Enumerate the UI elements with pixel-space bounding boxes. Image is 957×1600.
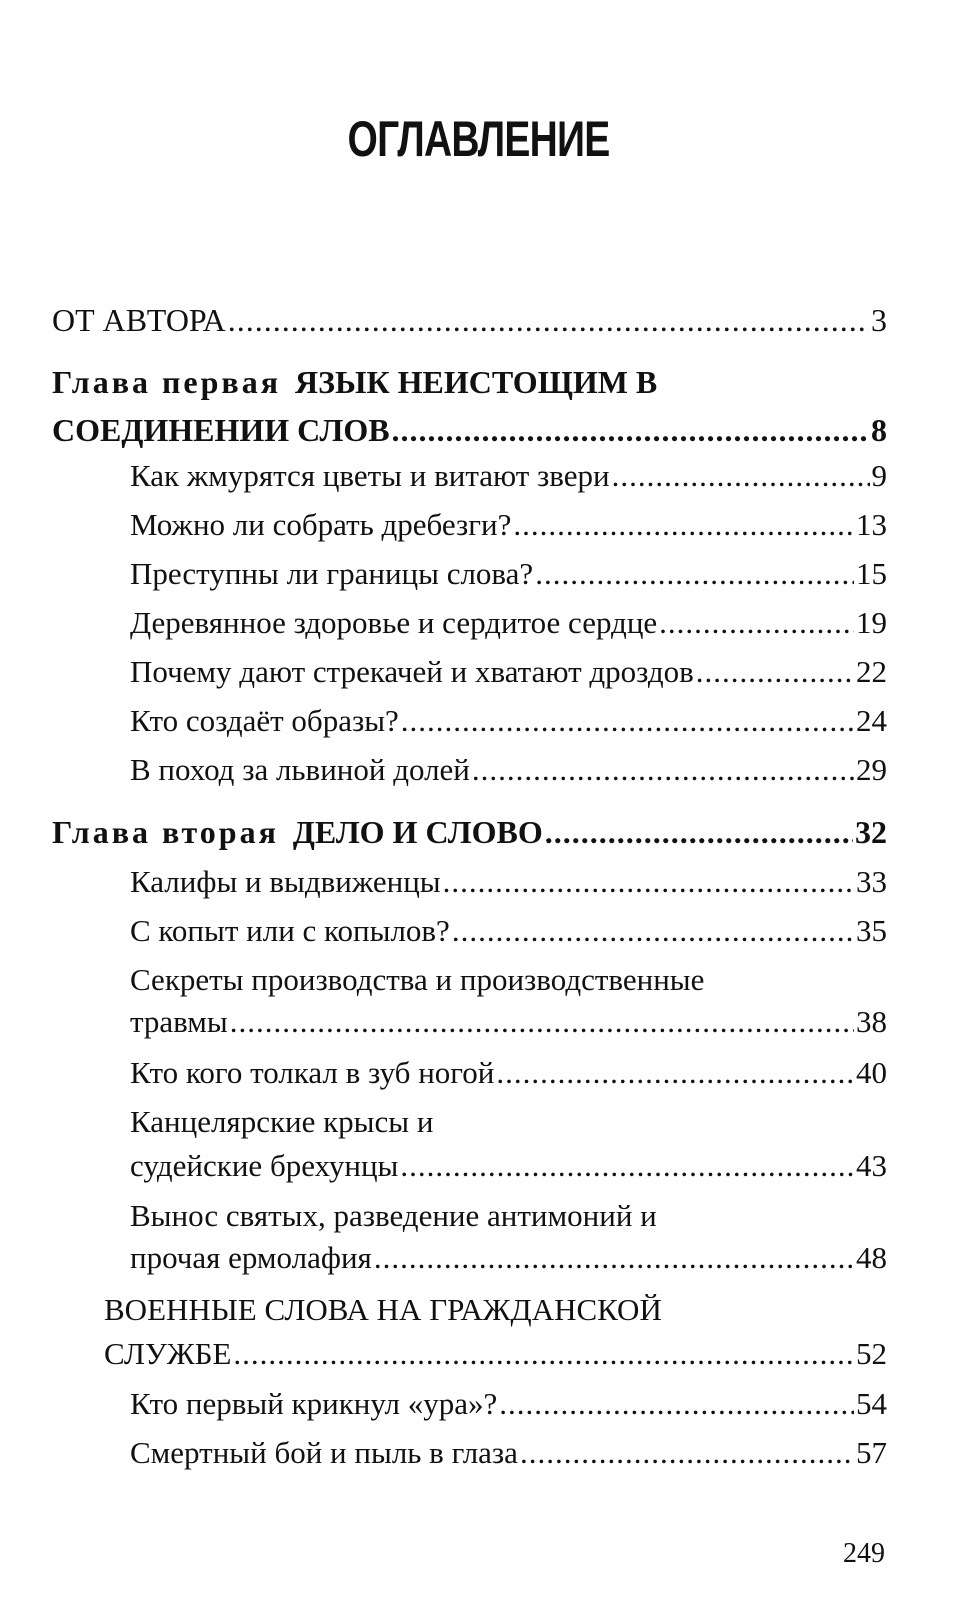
toc-entry-page: 48 bbox=[856, 1240, 887, 1275]
page-title: ОГЛАВЛЕНИЕ bbox=[347, 111, 610, 167]
toc-entry-title: В поход за львиной долей bbox=[130, 752, 470, 787]
toc-entry-page: 43 bbox=[856, 1148, 887, 1183]
toc-entry-title: Кто первый крикнул «ура»? bbox=[130, 1386, 498, 1421]
leader-dots bbox=[545, 808, 853, 856]
toc-entry-title: Кто создаёт образы? bbox=[130, 703, 399, 738]
toc-entry[interactable] bbox=[130, 1192, 887, 1282]
toc-entry-author[interactable] bbox=[52, 296, 887, 344]
toc-entry-page: 3 bbox=[871, 302, 887, 338]
leader-dots bbox=[472, 746, 854, 794]
toc-entry-title-line2: прочая ермолафия bbox=[130, 1240, 372, 1275]
toc-entry[interactable] bbox=[130, 1380, 887, 1428]
leader-dots bbox=[499, 1380, 854, 1428]
toc-entry-title: Почему дают стрекачей и хватают дроздов bbox=[130, 654, 694, 689]
toc-entry-page: 29 bbox=[856, 752, 887, 787]
toc-entry[interactable] bbox=[130, 550, 887, 598]
toc-entry-page: 22 bbox=[856, 654, 887, 689]
toc-entry-page: 9 bbox=[871, 458, 887, 493]
toc-entry[interactable] bbox=[130, 1049, 887, 1097]
toc-entry-page: 32 bbox=[855, 814, 887, 850]
toc-entry-title: Калифы и выдвиженцы bbox=[130, 864, 441, 899]
leader-dots bbox=[392, 406, 869, 454]
toc-entry-title: Кто кого толкал в зуб ногой bbox=[130, 1055, 495, 1090]
leader-dots bbox=[401, 697, 854, 745]
toc-entry-title: Деревянное здоровье и сердитое сердце bbox=[130, 605, 658, 640]
toc-entry[interactable] bbox=[130, 907, 887, 955]
leader-dots bbox=[233, 1330, 854, 1378]
toc-entry[interactable] bbox=[130, 746, 887, 794]
toc-entry-page: 33 bbox=[856, 864, 887, 899]
toc-entry-title-line1: Вынос святых, разведение антимоний и bbox=[130, 1198, 657, 1233]
toc-entry-page: 54 bbox=[856, 1386, 887, 1421]
toc-entry[interactable] bbox=[130, 1429, 887, 1477]
toc-entry-page: 8 bbox=[871, 412, 887, 448]
toc-entry-title: Смертный бой и пыль в глаза bbox=[130, 1435, 518, 1470]
leader-dots bbox=[230, 998, 854, 1046]
toc-entry-title: ОТ АВТОРА bbox=[52, 302, 226, 338]
toc-entry-page: 19 bbox=[856, 605, 887, 640]
page-number: 249 bbox=[843, 1538, 885, 1569]
toc-chapter-1[interactable] bbox=[52, 358, 887, 454]
leader-dots bbox=[400, 1142, 854, 1190]
leader-dots bbox=[228, 296, 869, 344]
leader-dots bbox=[659, 599, 854, 647]
toc-entry[interactable] bbox=[130, 1098, 887, 1190]
leader-dots bbox=[520, 1429, 854, 1477]
toc-entry[interactable] bbox=[130, 452, 887, 500]
toc-section[interactable] bbox=[104, 1286, 887, 1378]
leader-dots bbox=[696, 648, 854, 696]
toc-entry-title: Преступны ли границы слова? bbox=[130, 556, 534, 591]
chapter-title: ДЕЛО И СЛОВО bbox=[292, 814, 543, 850]
toc-entry[interactable] bbox=[130, 858, 887, 906]
leader-dots bbox=[496, 1049, 854, 1097]
leader-dots bbox=[535, 550, 854, 598]
toc-entry-page: 24 bbox=[856, 703, 887, 738]
toc-entry-title: Можно ли собрать дребезги? bbox=[130, 507, 512, 542]
chapter-label: Глава первая bbox=[52, 364, 282, 400]
toc-section-title-line1: ВОЕННЫЕ СЛОВА НА ГРАЖДАНСКОЙ bbox=[104, 1292, 662, 1327]
toc-entry-page: 13 bbox=[856, 507, 887, 542]
leader-dots bbox=[612, 452, 870, 500]
toc-entry-page: 52 bbox=[856, 1336, 887, 1371]
toc-entry-title-line2: судейские брехунцы bbox=[130, 1148, 399, 1183]
toc-section-title-line2: СЛУЖБЕ bbox=[104, 1336, 232, 1371]
toc-entry[interactable] bbox=[130, 501, 887, 549]
toc-entry-page: 38 bbox=[856, 1004, 887, 1039]
toc-entry-title: С копыт или с копылов? bbox=[130, 913, 450, 948]
toc-entry[interactable] bbox=[130, 956, 887, 1046]
toc-entry-title-line1: Канцелярские крысы и bbox=[130, 1104, 434, 1139]
leader-dots bbox=[374, 1234, 854, 1282]
toc-entry[interactable] bbox=[130, 599, 887, 647]
leader-dots bbox=[513, 501, 854, 549]
toc-chapter-2[interactable] bbox=[52, 808, 887, 856]
toc-entry[interactable] bbox=[130, 648, 887, 696]
chapter-label: Глава вторая bbox=[52, 814, 279, 850]
toc-entry-page: 15 bbox=[856, 556, 887, 591]
toc-entry-title: Как жмурятся цветы и витают звери bbox=[130, 458, 610, 493]
toc-entry-page: 40 bbox=[856, 1055, 887, 1090]
toc-entry-title-line2: травмы bbox=[130, 1004, 228, 1039]
toc-entry-page: 57 bbox=[856, 1435, 887, 1470]
toc-entry[interactable] bbox=[130, 697, 887, 745]
chapter-title-line2: СОЕДИНЕНИИ СЛОВ bbox=[52, 412, 390, 448]
toc-entry-page: 35 bbox=[856, 913, 887, 948]
leader-dots bbox=[443, 858, 854, 906]
leader-dots bbox=[452, 907, 854, 955]
toc-entry-title-line1: Секреты производства и производственные bbox=[130, 962, 705, 997]
chapter-title-line1: ЯЗЫК НЕИСТОЩИМ В bbox=[295, 364, 658, 400]
